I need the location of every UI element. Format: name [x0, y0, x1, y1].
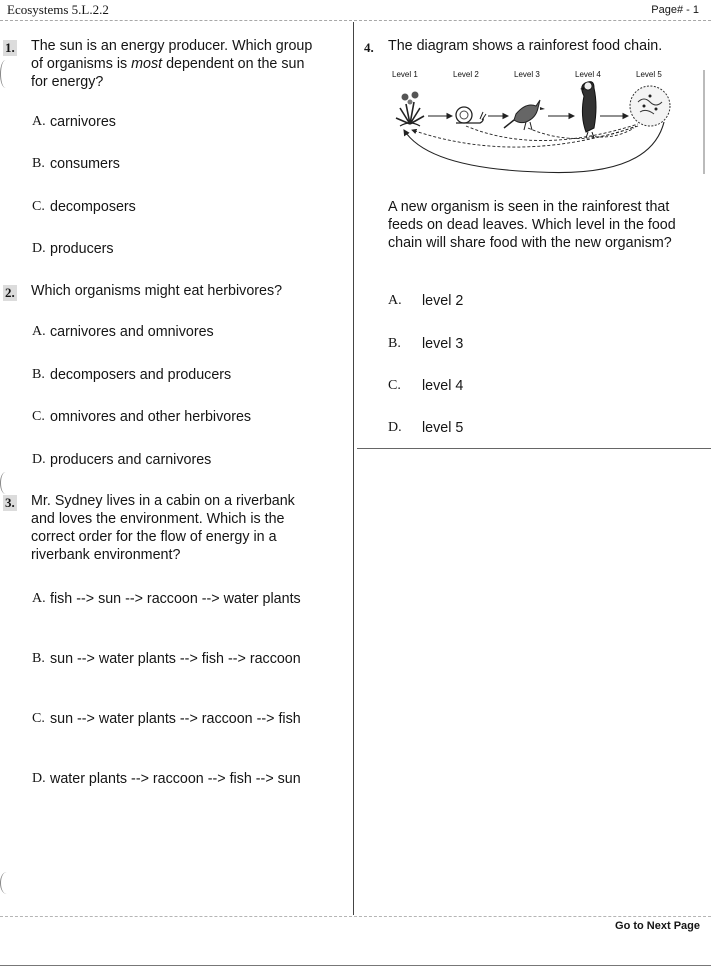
level-2-label: Level 2	[453, 70, 479, 79]
option-letter: B.	[388, 336, 401, 351]
bottom-divider	[0, 916, 711, 917]
option-letter: C.	[32, 199, 45, 214]
food-chain-diagram	[388, 66, 706, 176]
option-text: water plants --> raccoon --> fish --> sun	[50, 771, 301, 787]
question-2-option-a[interactable]	[32, 323, 214, 341]
question-1-number: 1.	[5, 40, 15, 55]
question-2-text: Which organisms might eat herbivores?	[31, 283, 283, 299]
option-letter: C.	[32, 409, 45, 424]
eagle-icon	[580, 82, 596, 138]
question-1-emphasis: most	[131, 56, 163, 72]
go-to-next-page-label: Go to Next Page	[615, 920, 700, 932]
level-3-label: Level 3	[514, 70, 540, 79]
question-4-option-c[interactable]	[388, 377, 463, 395]
option-letter: D.	[388, 420, 402, 435]
option-letter: B.	[32, 367, 45, 382]
option-letter: A.	[32, 591, 46, 606]
worksheet-subject: Ecosystems 5.L.2.2	[7, 2, 109, 17]
question-2-option-d[interactable]	[32, 451, 211, 469]
option-letter: A.	[32, 324, 46, 339]
decomposers-icon	[630, 86, 670, 126]
question-1-option-a[interactable]	[32, 113, 116, 131]
option-letter: B.	[32, 651, 45, 666]
question-1-text	[31, 37, 321, 91]
option-text: level 5	[422, 420, 464, 436]
question-3-option-b[interactable]	[32, 650, 302, 668]
option-text: carnivores	[50, 114, 116, 130]
section-divider	[357, 448, 711, 449]
question-3-text: Mr. Sydney lives in a cabin on a riverbank and loves the environment. Which is the correct order for the flow of energy in a riverbank environment?	[31, 493, 295, 563]
question-1-text-start: The sun is an energy producer. Which group of organisms is	[31, 38, 313, 72]
margin-mark	[0, 472, 11, 494]
question-3-option-d[interactable]	[32, 770, 302, 788]
level-1-label: Level 1	[392, 70, 418, 79]
question-4-option-a[interactable]	[388, 292, 463, 310]
header-divider	[0, 20, 711, 21]
question-1-option-d[interactable]	[32, 240, 114, 258]
column-divider	[353, 22, 354, 915]
option-letter: C.	[388, 378, 401, 393]
question-2-number: 2.	[5, 285, 15, 300]
plant-icon	[396, 92, 424, 127]
question-4-followup: A new organism is seen in the rainforest that feeds on dead leaves. Which level in the food chain will share food with the new organism?	[388, 199, 676, 251]
page-number: Page# - 1	[651, 4, 699, 16]
option-text: sun --> water plants --> fish --> raccoon	[50, 651, 301, 667]
question-4-number: 4.	[364, 40, 374, 55]
option-text: carnivores and omnivores	[50, 324, 214, 340]
margin-mark	[0, 60, 11, 88]
question-1-option-b[interactable]	[32, 155, 120, 173]
question-3-option-a[interactable]	[32, 590, 302, 608]
question-3-option-c[interactable]	[32, 710, 302, 728]
margin-mark	[0, 872, 13, 894]
food-chain-svg	[388, 66, 706, 176]
option-text: level 2	[422, 293, 464, 309]
footer-divider	[0, 965, 711, 966]
option-text: level 3	[422, 336, 464, 352]
option-text: decomposers and producers	[50, 367, 232, 383]
option-letter: D.	[32, 241, 46, 256]
cardinal-icon	[504, 100, 545, 130]
snail-icon	[456, 107, 486, 123]
question-1-text-end: dependent on the sun for energy?	[31, 56, 305, 90]
option-text: sun --> water plants --> raccoon --> fish	[50, 711, 301, 727]
question-4-option-d[interactable]	[388, 419, 463, 437]
option-text: decomposers	[50, 199, 136, 215]
option-text: producers	[50, 241, 114, 257]
option-letter: D.	[32, 771, 46, 786]
option-text: producers and carnivores	[50, 452, 212, 468]
option-text: omnivores and other herbivores	[50, 409, 252, 425]
question-2-option-b[interactable]	[32, 366, 231, 384]
option-letter: B.	[32, 156, 45, 171]
level-4-label: Level 4	[575, 70, 601, 79]
option-text: fish --> sun --> raccoon --> water plants	[50, 591, 301, 607]
option-letter: A.	[32, 114, 46, 129]
option-letter: C.	[32, 711, 45, 726]
option-letter: D.	[32, 452, 46, 467]
question-2-option-c[interactable]	[32, 408, 251, 426]
option-letter: A.	[388, 293, 402, 308]
option-text: consumers	[50, 156, 120, 172]
question-4-option-b[interactable]	[388, 335, 463, 353]
question-3-number: 3.	[5, 495, 15, 510]
level-5-label: Level 5	[636, 70, 662, 79]
question-4-text: The diagram shows a rainforest food chain.	[388, 38, 663, 54]
question-1-option-c[interactable]	[32, 198, 136, 216]
option-text: level 4	[422, 378, 464, 394]
